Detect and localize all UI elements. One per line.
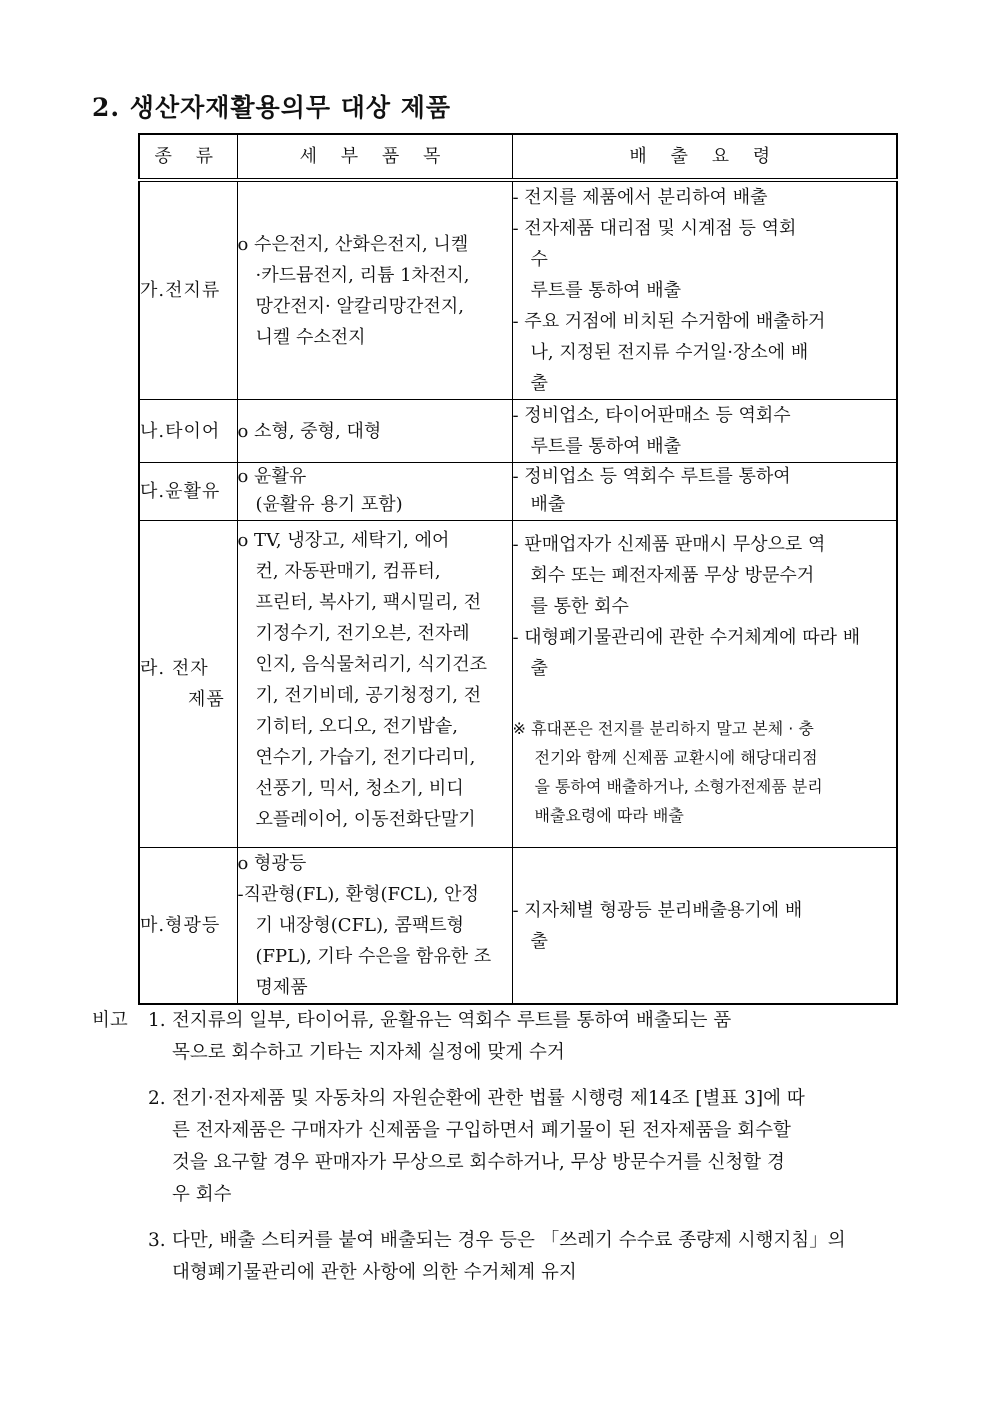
items-line: o TV, 냉장고, 세탁기, 에어 [237,530,450,551]
remarks-label: 비고 [92,1010,128,1031]
header-method: 배 출 요 령 [512,134,897,180]
remark-item [92,1083,898,1211]
items-line: ·카드뮴전지, 리튬 1차전지, [255,264,470,286]
remark-text [172,1225,898,1289]
remark-line: 우 회수 [172,1184,232,1205]
method-line: 회수 또는 폐전자제품 무상 방문수거 [530,565,815,586]
items-line: (FPL), 기타 수은을 함유한 조 [255,946,492,967]
remarks-section [92,1005,898,1303]
remark-line: 른 전자제품은 구매자가 신제품을 구입하면서 폐기물이 된 전자제품을 회수할 [172,1120,791,1141]
note-line: 전기와 함께 신제품 교환시에 해당대리점 [534,748,818,767]
type-cell [139,521,237,848]
remark-line: 목으로 회수하고 기타는 지자체 실정에 맞게 수거 [172,1042,565,1063]
product-table [138,133,898,1005]
items-line: (윤활유 용기 포함) [255,494,403,515]
remark-number: 2. [148,1088,166,1109]
items-cell [237,521,512,848]
items-line: 기히터, 오디오, 전기밥솥, [255,716,458,737]
method-cell [512,180,897,400]
method-line: 수 [530,249,548,270]
items-line: o 수은전지, 산화은전지, 니켈 [237,233,469,255]
table-row [139,521,897,848]
table-row [139,848,897,1005]
items-cell [237,180,512,400]
method-line: - 정비업소, 타이어판매소 등 역회수 [512,405,791,426]
type-cell: 나.타이어 [139,400,237,463]
section-title: 2. 생산자재활용의무 대상 제품 [92,93,452,122]
mobile-phone-note [513,714,897,830]
method-line: 출 [530,658,548,679]
method-line: - 정비업소 등 역회수 루트를 통하여 [512,466,791,487]
table-header-row [139,134,897,180]
remark-line: 것을 요구할 경우 판매자가 무상으로 회수하거나, 무상 방문수거를 신청할 경 [172,1152,785,1173]
remark-line: 다만, 배출 스티커를 붙여 배출되는 경우 등은 「쓰레기 수수료 종량제 시행지침」의 [172,1230,846,1251]
remark-item [92,1005,898,1069]
type-cell: 다.윤활유 [139,463,237,521]
header-type: 종 류 [139,134,237,180]
method-cell [512,848,897,1005]
items-cell [237,463,512,521]
items-line: 기정수기, 전기오븐, 전자레 [255,623,470,644]
remark-number: 3. [148,1230,166,1251]
table-row [139,463,897,521]
method-line: - 주요 거점에 비치된 수거함에 배출하거 [512,311,826,332]
remark-line: 전지류의 일부, 타이어류, 윤활유는 역회수 루트를 통하여 배출되는 품 [172,1010,732,1031]
items-line: 컨, 자동판매기, 컴퓨터, [255,561,441,582]
method-cell [512,521,897,848]
note-line: 배출요령에 따라 배출 [534,806,684,825]
type-line: 제품 [188,689,225,710]
remark-number: 1. [148,1010,166,1031]
type-line: 라. 전자 [140,658,209,679]
method-line: - 전지를 제품에서 분리하여 배출 [512,187,768,208]
method-line: 나, 지정된 전지류 수거일·장소에 배 [530,342,809,363]
items-line: 인지, 음식물처리기, 식기건조 [255,654,488,675]
header-items: 세 부 품 목 [237,134,512,180]
remark-text [172,1083,898,1211]
method-cell [512,400,897,463]
items-line: 프린터, 복사기, 팩시밀리, 전 [255,592,482,613]
method-line: - 전자제품 대리점 및 시계점 등 역회 [512,218,797,239]
items-line: 선풍기, 믹서, 청소기, 비디 [255,778,464,799]
items-line: 명제품 [255,977,308,998]
method-line: 루트를 통하여 배출 [530,436,682,457]
method-line: 출 [530,373,548,394]
items-line: -직관형(FL), 환형(FCL), 안정 [237,884,479,905]
items-line: 망간전지· 알칼리망간전지, [255,295,464,317]
table-row [139,180,897,400]
items-cell [237,400,512,463]
note-line: 을 통하여 배출하거나, 소형가전제품 분리 [534,777,823,796]
type-cell: 마.형광등 [139,848,237,1005]
items-line: 니켈 수소전지 [255,326,366,348]
items-line: 연수기, 가습기, 전기다리미, [255,747,476,768]
remark-line: 대형폐기물관리에 관한 사항에 의한 수거체계 유지 [172,1262,577,1283]
items-line: o 소형, 중형, 대형 [237,420,382,442]
note-line: ※ 휴대폰은 전지를 분리하지 말고 본체 · 충 [512,719,814,738]
items-cell [237,848,512,1005]
type-cell: 가.전지류 [139,180,237,400]
items-line: 기, 전기비데, 공기청정기, 전 [255,685,482,706]
remark-line: 전기·전자제품 및 자동차의 자원순환에 관한 법률 시행령 제14조 [별표 3]에 따 [172,1088,805,1109]
items-line: 오플레이어, 이동전화단말기 [255,809,476,830]
table-row [139,400,897,463]
remark-item [92,1225,898,1289]
items-line: 기 내장형(CFL), 콤팩트형 [255,915,465,936]
items-line: o 윤활유 [237,466,307,487]
method-line: 루트를 통하여 배출 [530,280,682,301]
method-line: 출 [530,930,548,952]
items-line: o 형광등 [237,853,307,874]
method-line: - 대형폐기물관리에 관한 수거체계에 따라 배 [512,627,861,648]
method-line: 배출 [530,494,566,515]
method-line: - 판매업자가 신제품 판매시 무상으로 역 [512,534,826,555]
method-line: - 지자체별 형광등 분리배출용기에 배 [512,899,803,921]
method-line: 를 통한 회수 [530,596,629,617]
method-cell [512,463,897,521]
remark-text [172,1005,898,1069]
